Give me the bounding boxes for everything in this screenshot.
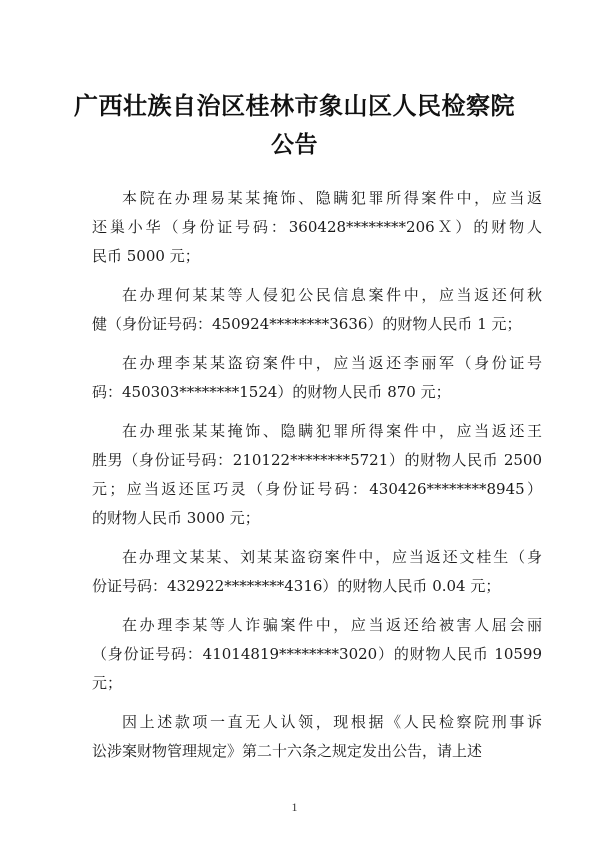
body-line: 在办理张某某掩饰、隐瞒犯罪所得案件中，应当返还王 — [122, 422, 542, 440]
document-subtitle: 公告 — [271, 132, 318, 158]
body-line: 还巢小华（身份证号码：360428********206Ｘ）的财物人 — [92, 218, 542, 236]
body-line: 本院在办理易某某掩饰、隐瞒犯罪所得案件中，应当返 — [122, 189, 542, 207]
page-number: 1 — [291, 800, 298, 814]
body-line: 讼涉案财物管理规定》第二十六条之规定发出公告，请上述 — [92, 742, 483, 760]
body-line: 民币 5000 元； — [92, 247, 200, 265]
body-line: 在办理何某某等人侵犯公民信息案件中，应当返还何秋 — [122, 286, 542, 304]
body-line: 码：450303********1524）的财物人民币 870 元； — [92, 383, 451, 401]
body-line: 份证号码：432922********4316）的财物人民币 0.04 元； — [92, 577, 501, 595]
document-title: 广西壮族自治区桂林市象山区人民检察院 — [74, 92, 515, 120]
body-line: 元； — [92, 674, 123, 692]
body-line: 在办理李某等人诈骗案件中，应当返还给被害人屈会丽 — [122, 616, 542, 634]
body-line: 的财物人民币 3000 元； — [92, 509, 260, 527]
body-line: （身份证号码：41014819********3020）的财物人民币 10599 — [92, 645, 542, 663]
body-line: 在办理李某某盗窃案件中，应当返还李丽军（身份证号 — [122, 354, 542, 372]
body-line: 因上述款项一直无人认领，现根据《人民检察院刑事诉 — [122, 713, 542, 731]
document-body — [92, 184, 542, 766]
body-line: 元；应当返还匡巧灵（身份证号码：430426********8945） — [92, 480, 542, 498]
body-line: 在办理文某某、刘某某盗窃案件中，应当返还文桂生（身 — [122, 548, 542, 566]
body-line: 胜男（身份证号码：210122********5721）的财物人民币 2500 — [92, 451, 542, 469]
body-line: 健（身份证号码：450924********3636）的财物人民币 1 元； — [92, 315, 522, 333]
